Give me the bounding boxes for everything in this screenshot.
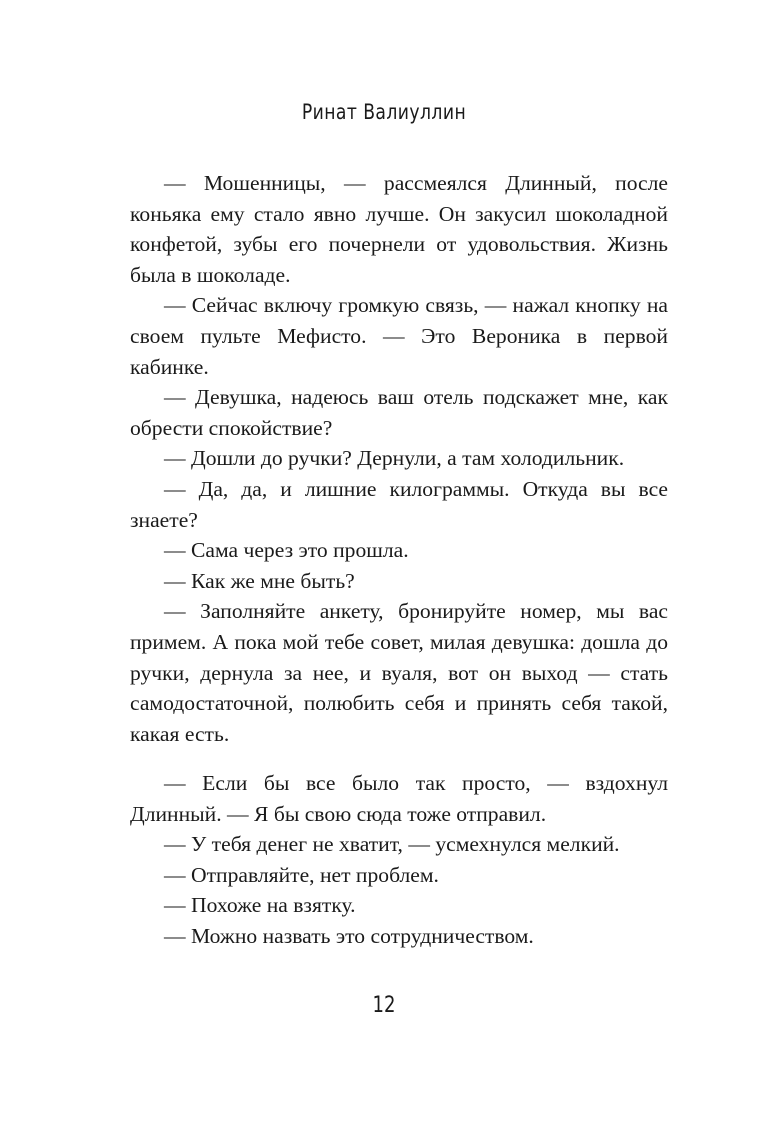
text-section-1 xyxy=(130,168,668,749)
paragraph: — Девушка, надеюсь ваш отель подскажет мне, как обрести спокойствие? xyxy=(130,385,668,440)
paragraph: — Похоже на взятку. xyxy=(164,893,356,918)
paragraph: — Дошли до ручки? Дернули, а там холодильник. xyxy=(164,446,625,471)
paragraph: — У тебя денег не хватит, — усмехнулся мелкий. xyxy=(164,832,620,857)
paragraph: — Как же мне быть? xyxy=(164,568,355,593)
paragraph: — Да, да, и лишние килограммы. Откуда вы все знаете? xyxy=(130,476,668,532)
paragraph: — Сейчас включу громкую связь, — нажал кнопку на своем пульте Мефисто. — Это Вероника в первой кабинке. xyxy=(130,293,668,379)
paragraph: — Если бы все было так просто, — вздохнул Длинный. — Я бы свою сюда тоже отправил. xyxy=(130,771,668,826)
paragraph: — Можно назвать это сотрудничеством. xyxy=(164,923,534,948)
text-section-2 xyxy=(130,768,668,952)
paragraph: — Сама через это прошла. xyxy=(164,538,409,563)
paragraph: — Мошенницы, — рассмеялся Длинный, после коньяка ему стало явно лучше. Он закусил шоколадной конфетой, зубы его почернели от удовольствия. Жизнь была в шоколаде. xyxy=(130,171,668,287)
paragraph: — Отправляйте, нет проблем. xyxy=(164,862,439,887)
running-head: Ринат Валиуллин xyxy=(301,100,467,124)
page-number: 12 xyxy=(372,993,396,1018)
paragraph: — Заполняйте анкету, бронируйте номер, мы вас примем. А пока мой тебе совет, милая девушка: дошла до ручки, дернула за нее, и вуаля, вот он выход — стать самодостаточной, полюбить себя и принять себя такой, какая есть. xyxy=(130,599,668,746)
